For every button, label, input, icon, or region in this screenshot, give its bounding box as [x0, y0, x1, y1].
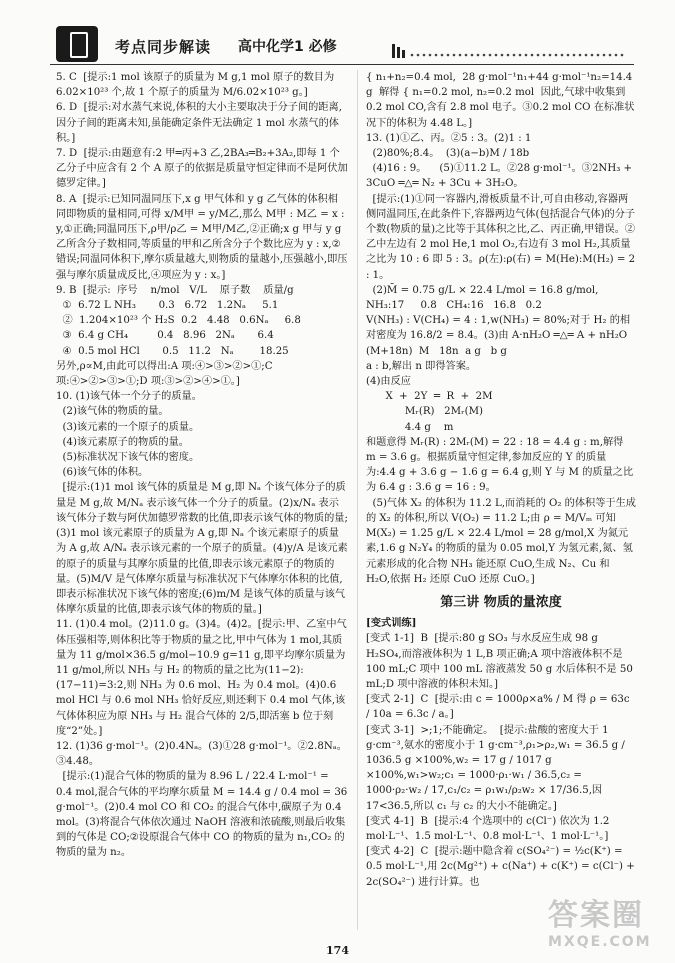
answer-paragraph: 8. A [提示:已知同温同压下,x g 甲气体和 y g 乙气体的体积相同即物质的量相同,可得 x/M甲 = y/M乙,那么 M甲 : M乙 = x : y,①正确;同温同压下,ρ甲/ρ乙 = M甲/M乙,②正确;x g 甲与 y g 乙所含分子数相同,等质量的甲和乙所含分子个数比应为 y : x,②错误;同温同体积下,摩尔质量越大,则物质的量越小,压强越小,即压强与摩尔质量成反比,④项应为 y : x。] — [56, 193, 348, 281]
equation-line: X + 2Y ═ R + 2M — [366, 391, 493, 403]
answer-paragraph: { n₁+n₂=0.4 mol, 28 g·mol⁻¹n₁+44 g·mol⁻¹n₂=14.4 g 解得 { n₁=0.2 mol, n₂=0.2 mol 因此,气球中收集到 0.2 mol CO,含有 2.8 mol 电子。③0.2 mol CO 在标准状况下的体积为 4.48 L。] — [366, 72, 636, 129]
answer-paragraph: 10. (1)该气体一个分子的质量。 — [56, 391, 202, 403]
answer-paragraph: [提示:(1)①同一容器内,滑板质量不计,可自由移动,容器两侧同温同压,在此条件下,容器两边气体(包括混合气体)的分子个数(物质的量)之比等于其体积之比,乙、丙正确,甲错误。②乙中左边有 2 mol He,1 mol O₂,右边有 3 mol H₂,其质量之比为 10 : 6 即 5 : 3。ρ(左):ρ(右) = M(He):M(H₂) = 2 : 1。 — [366, 193, 639, 281]
answer-paragraph: (2)M̄ = 0.75 g/L × 22.4 L/mol = 16.8 g/mol, NH₃:17 0.8 CH₄:16 16.8 0.2 — [366, 284, 605, 312]
right-column — [366, 70, 639, 890]
answer-paragraph: [提示:(1)1 mol 该气体的质量是 M g,即 Nₐ 个该气体分子的质量是 M g,故 M/Nₐ 表示该气体一个分子的质量。(2)x/Nₐ 表示该气体分子数与阿伏加德罗常数的比值,即表示该气体的物质的量;(3)1 mol 该元素原子的质量为 A g,即 Nₐ 个该元素原子的质量为 A g,故 A/Nₐ 表示该元素的一个原子的质量。(4)y/A 是该元素的原子的质量与其摩尔质量的比值,即表示该元素原子的物质的量。(5)M/V 是气体摩尔质量与标准状况下气体摩尔体积的比值,即表示标准状况下该气体的密度;(6)m/M 是该气体的质量与该气体摩尔质量的比值,即表示该气体的物质的量。] — [56, 482, 348, 616]
table-header-row: 9. B [提示: 序号 n/mol V/L 原子数 质量/g — [56, 284, 294, 296]
table-row: ① 6.72 L NH₃ 0.3 6.72 1.2Nₐ 5.1 — [56, 300, 279, 312]
answer-paragraph: 7. D [提示:由题意有:2 甲═丙+3 乙,2BA₃═B₂+3A₂,即每 1 个乙分子中应含有 2 个 A 原子的依据是质量守恒定律而不是阿伏加德罗定律。] — [56, 148, 348, 190]
answer-paragraph: (4)由反应 — [366, 376, 411, 388]
answer-paragraph: (4)16 : 9。 (5)①11.2 L。②28 g·mol⁻¹。③2NH₃ + 3CuO ═△═ N₂ + 3Cu + 3H₂O。 — [366, 163, 636, 190]
answer-paragraph: 12. (1)36 g·mol⁻¹。(2)0.4Nₐ。(3)①28 g·mol⁻¹。②2.8Nₐ。③4.48。 — [56, 740, 347, 768]
answer-paragraph: [提示:(1)混合气体的物质的量为 8.96 L / 22.4 L·mol⁻¹ = 0.4 mol,混合气体的平均摩尔质量 M = 14.4 g / 0.4 mol = 36 g·mol⁻¹。(2)0.4 mol CO 和 CO₂ 的混合气体中,碳原子为 0.4 mol。(3)将混合气体依次通过 NaOH 溶液和浓硫酸,则最后收集到的气体是 CO;②设原混合气体中 CO 的物质的量为 n₁,CO₂ 的物质的量为 n₂。 — [56, 771, 351, 859]
answer-paragraph: V(NH₃) : V(CH₄) = 4 : 1,w(NH₃) = 80%;对于 H₂ 的相对密度为 16.8/2 = 8.4。(3)由 A·nH₂O ═△═ A + nH₂O (M+18n) M 18n a g b g — [366, 315, 634, 357]
decorative-dots-icon — [392, 44, 632, 58]
answer-paragraph: [变式 4-1] B [提示:4 个选项中的 c(Cl⁻) 依次为 1.2 mol·L⁻¹、1.5 mol·L⁻¹、0.8 mol·L⁻¹、1 mol·L⁻¹。] — [366, 815, 613, 842]
table-row: ③ 6.4 g CH₄ 0.4 8.96 2Nₐ 6.4 — [56, 330, 274, 342]
answer-paragraph: [变式 1-1] B [提示:80 g SO₃ 与水反应生成 98 g H₂SO₄,而溶液体积为 1 L,B 项正确;A 项中溶液体积不是 100 mL;C 项中 100 mL 溶液蒸发 50 g 水后体积不是 50 mL;D 项中溶液的体积未知。] — [366, 633, 637, 690]
subject-title: 高中化学1 必修 — [238, 39, 337, 55]
answer-paragraph: (5)气体 X₂ 的体积为 11.2 L,而消耗的 O₂ 的体积等于生成的 X₂ 的体积,所以 V(O₂) = 11.2 L;由 ρ = M/Vₘ 可知 M(X₂) = 1.25 g/L × 22.4 L/mol = 28 g/mol,X 为氮元素,1.6 g N₂Y₄ 的物质的量为 0.05 mol,Y 为氢元素,氮、氢元素形成的化合物 NH₃ 能还原 CuO,生成 N₂、Cu 和 H₂O,依据 H₂ 还原 CuO 还原 CuO。] — [366, 497, 636, 585]
table-row: ② 1.204×10²³ 个 H₂S 0.2 4.48 0.6Nₐ 6.8 — [56, 315, 301, 327]
header-rule — [50, 64, 634, 65]
series-title: 考点同步解读 — [115, 38, 212, 56]
answer-paragraph: 11. (1)0.4 mol。(2)11.0 g。(3)4。(4)2。[提示:甲、乙室中气体压强相等,则体积比等于物质的量之比,甲中气体为 1 mol,其质量为 11 g/mol×36.5 g/mol−10.9 g=11 g,即平均摩尔质量为 11 g/mol,所以 NH₃ 与 H₂ 的物质的量之比为(11−2):(17−11)=3:2,则 NH₃ 为 0.6 mol、H₂ 为 0.4 mol。(4)0.6 mol HCl 与 0.6 mol NH₃ 恰好反应,则还剩下 0.4 mol 气体,该气体体积应为原 NH₃ 与 H₂ 混合气体的 2/5,即活塞 b 位于刻度“2”处。] — [56, 619, 349, 737]
answer-paragraph: 5. C [提示:1 mol 该原子的质量为 M g,1 mol 原子的数目为 6.02×10²³ 个,故 1 个原子的质量为 M/6.02×10²³ g。] — [56, 72, 338, 99]
book-logo-icon — [56, 26, 98, 62]
answer-paragraph: (6)该气体的体积。 — [56, 467, 149, 479]
answer-paragraph: [变式 3-1] >;1;不能确定。 [提示:盐酸的密度大于 1 g·cm⁻³,氨水的密度小于 1 g·cm⁻³,ρ₁>ρ₂,w₁ = 36.5 g / 1036.5 g ×100%,w₂ = 17 g / 1017 g ×100%,w₁>w₂;c₁ = 1000·ρ₁·w₁ / 36.5,c₂ = 1000·ρ₂·w₂ / 17,c₁/c₂ = ρ₁w₁/ρ₂w₂ × 17/36.5,因 17<36.5,所以 c₁ 与 c₂ 的大小不能确定。] — [366, 724, 629, 812]
answer-paragraph: (4)该元素原子的物质的量。 — [56, 436, 189, 448]
equation-line: 4.4 g m — [366, 421, 454, 433]
watermark — [548, 890, 668, 958]
answer-paragraph: [变式 4-2] C [提示:题中隐含着 c(SO₄²⁻) = ½c(K⁺) = 0.5 mol·L⁻¹,用 2c(Mg²⁺) + c(Na⁺) + c(K⁺) = c(Cl⁻) + 2c(SO₄²⁻) 进行计算。也 — [366, 846, 638, 888]
section-title: 第三讲 物质的量浓度 — [440, 594, 562, 610]
answer-paragraph: 另外,ρ∝M,由此可以得出:A 项:④>③>②>①;C 项:④>②>③>①;D 项:③>②>④>①。] — [56, 360, 276, 388]
page-header — [0, 0, 675, 66]
equation-line: Mᵣ(R) 2Mᵣ(M) — [366, 406, 484, 418]
column-divider — [357, 70, 358, 930]
answer-paragraph: 6. D [提示:对水蒸气来说,体积的大小主要取决于分子间的距离,因分子间的距离未知,虽能确定条件无法确定 1 mol 水蒸气的体积。] — [56, 102, 342, 144]
table-row: ④ 0.5 mol HCl 0.5 11.2 Nₐ 18.25 — [56, 345, 289, 357]
answer-paragraph: (3)该元素的一个原子的质量。 — [56, 421, 200, 433]
answer-paragraph: (5)标准状况下该气体的密度。 — [56, 452, 200, 464]
answer-paragraph: (2)80%;8.4。 (3)(a−b)M / 18b — [366, 148, 530, 160]
answer-paragraph: 13. (1)①乙、丙。②5 : 3。(2)1 : 1 — [366, 132, 532, 144]
answer-paragraph: (2)该气体的物质的量。 — [56, 406, 169, 418]
left-column — [56, 70, 351, 861]
watermark-line1: 答案圈 — [548, 898, 644, 933]
answer-paragraph: 和题意得 Mᵣ(R) : 2Mᵣ(M) = 22 : 18 = 4.4 g : m,解得 m = 3.6 g。根据质量守恒定律,参加反应的 Y 的质量为:4.4 g + 3.6 g − 1.6 g = 6.4 g,则 Y 与 M 的质量之比为 6.4 g : 3.6 g = 16 : 9。 — [366, 436, 634, 494]
watermark-line2: MXQE.COM — [548, 934, 652, 950]
answer-paragraph: a : b,解出 n 即得答案。 — [366, 360, 477, 372]
section-tag: [变式训练] — [366, 617, 417, 630]
answer-paragraph: [变式 2-1] C [提示:由 c = 1000ρ×a% / M 得 ρ = 63c / 10a = 6.3c / a。] — [366, 694, 633, 721]
page-number: 174 — [326, 944, 349, 957]
